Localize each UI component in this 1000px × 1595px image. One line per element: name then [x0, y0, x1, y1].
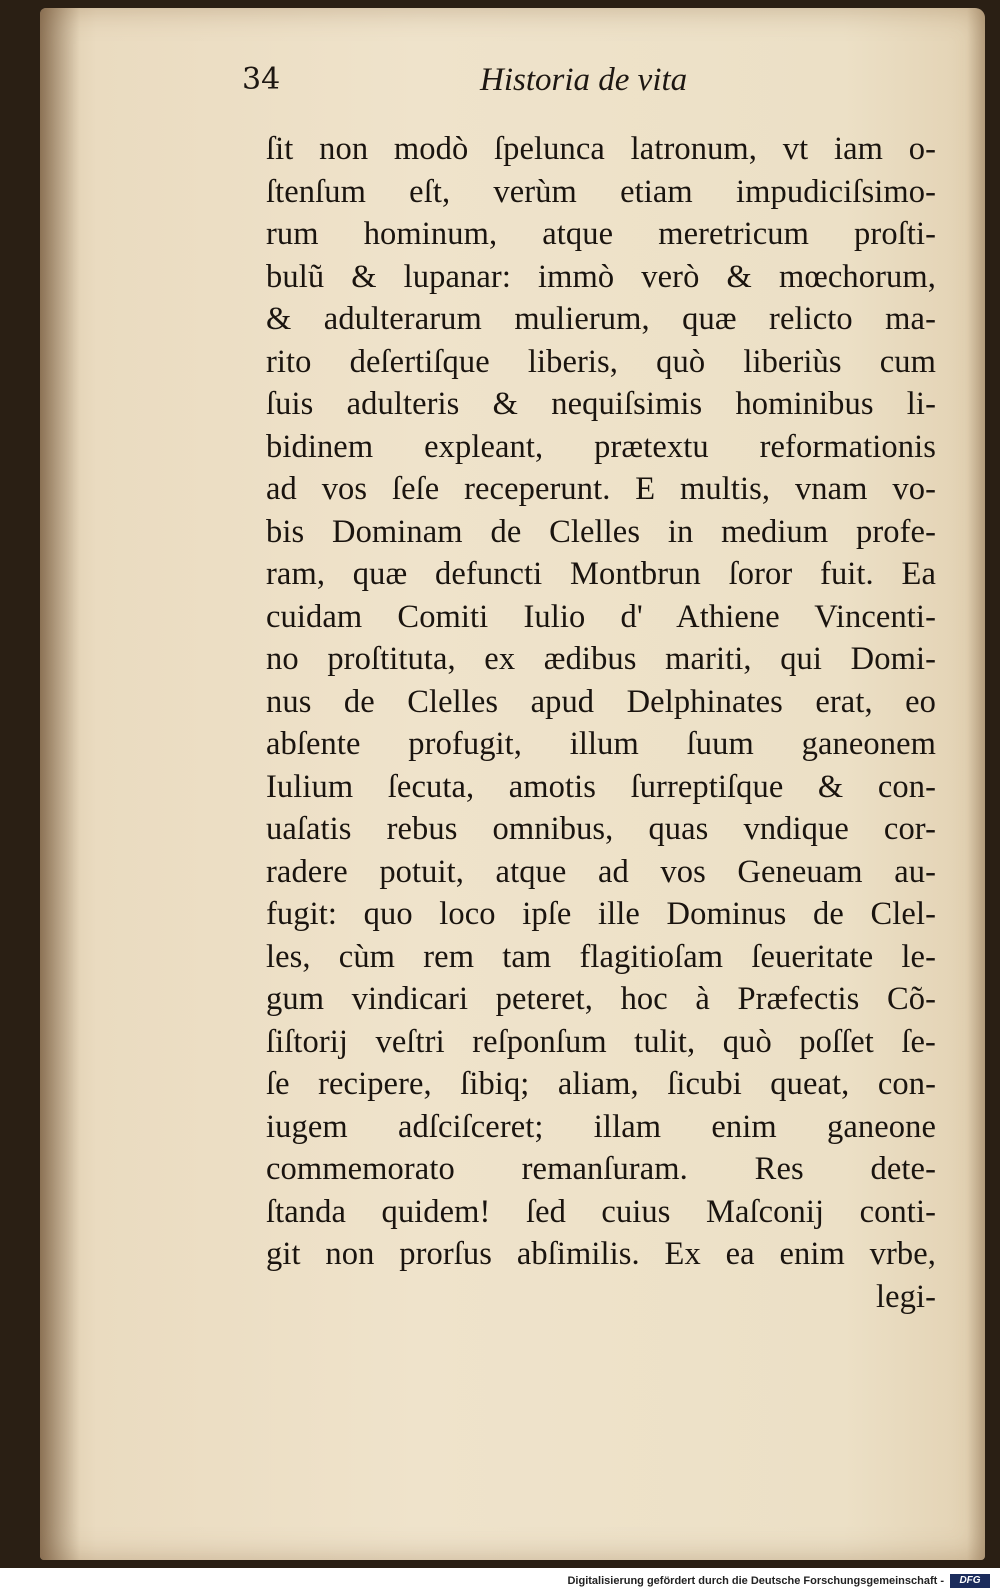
text-line: bis Dominam de Clelles in medium profe-: [266, 513, 936, 550]
page-header: [242, 62, 942, 112]
text-line: cuidam Comiti Iulio d' Athiene Vincenti-: [266, 598, 936, 635]
text-line: uaſatis rebus omnibus, quas vndique cor-: [266, 811, 936, 847]
page-number: 34: [242, 62, 281, 97]
text-line: Iulium ſecuta, amotis ſurreptiſque & con-: [266, 768, 936, 805]
text-line: bidinem expleant, prætextu reformationis: [266, 428, 936, 465]
text-line: ſe recipere, ſibiq; aliam, ſicubi queat, con-: [266, 1066, 936, 1102]
dfg-logo-icon: DFG: [950, 1574, 990, 1588]
text-line: ad vos ſeſe receperunt. E multis, vnam vo-: [266, 471, 936, 507]
text-line: rum hominum, atque meretricum proſti-: [266, 216, 936, 252]
text-line: commemorato remanſuram. Res dete-: [266, 1151, 936, 1187]
text-line: iugem adſciſceret; illam enim ganeone: [266, 1108, 936, 1145]
text-line: les, cùm rem tam flagitioſam ſeueritate le-: [266, 938, 936, 975]
text-line: ſtenſum eſt, verùm etiam impudiciſsimo-: [266, 173, 936, 210]
text-line: git non prorſus abſimilis. Ex ea enim vrbe,: [266, 1236, 936, 1272]
text-line: & adulterarum mulierum, quæ relicto ma-: [266, 301, 936, 337]
footer-credit: Digitalisierung gefördert durch die Deutsche Forschungsgemeinschaft -: [567, 1575, 944, 1587]
text-line: ſuis adulteris & nequiſsimis hominibus li-: [266, 386, 936, 422]
text-line: gum vindicari peteret, hoc à Præfectis Cõ-: [266, 981, 936, 1017]
text-line: ſit non modò ſpelunca latronum, vt iam o-: [266, 131, 936, 167]
text-line: abſente profugit, illum ſuum ganeonem: [266, 726, 936, 762]
text-line: nus de Clelles apud Delphinates erat, eo: [266, 683, 936, 720]
text-line: ram, quæ defuncti Montbrun ſoror fuit. Ea: [266, 556, 936, 592]
running-head: Historia de vita: [480, 62, 688, 98]
text-line: ſiſtorij veſtri reſponſum tulit, quò poſſet ſe-: [266, 1023, 936, 1060]
page-edge: [967, 8, 985, 1560]
footer-bar: [0, 1568, 1000, 1595]
text-line: legi-: [875, 1278, 936, 1315]
text-line: no proſtituta, ex ædibus mariti, qui Domi-: [266, 641, 936, 677]
body-text: [266, 128, 936, 1318]
gutter-shadow: [40, 8, 80, 1560]
text-line: rito deſertiſque liberis, quò liberiùs cum: [266, 343, 936, 380]
text-line: fugit: quo loco ipſe ille Dominus de Clel-: [266, 896, 936, 932]
text-line: ſtanda quidem! ſed cuius Maſconij conti-: [266, 1193, 936, 1230]
text-line: radere potuit, atque ad vos Geneuam au-: [266, 853, 936, 890]
text-line: bulũ & lupanar: immò verò & mœchorum,: [266, 258, 936, 295]
